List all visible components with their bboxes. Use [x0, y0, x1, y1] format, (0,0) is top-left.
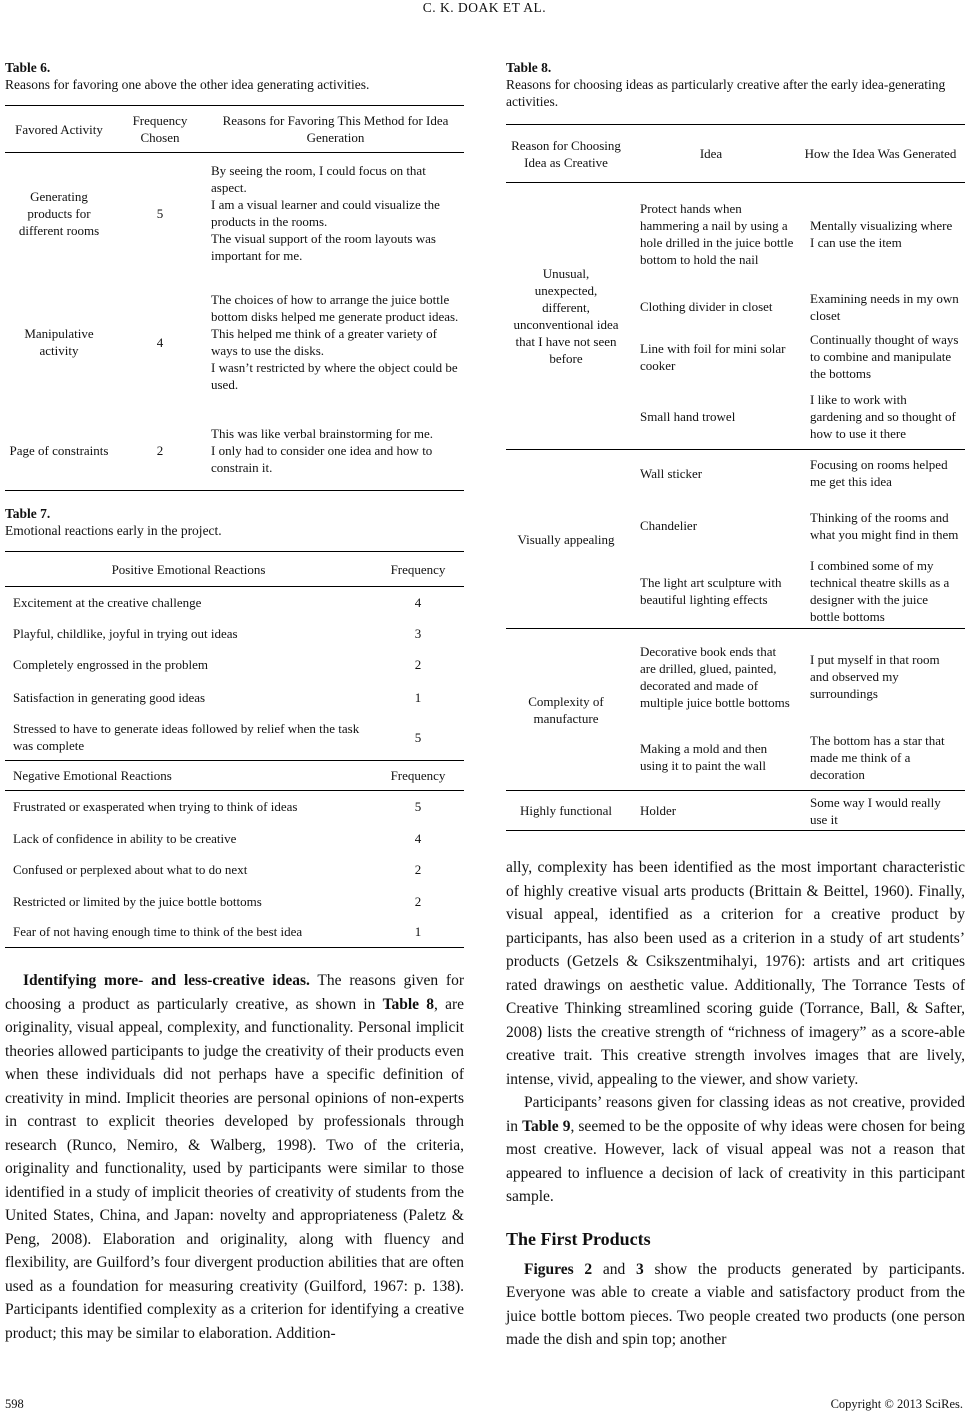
table6-header-frequency: Frequency Chosen — [132, 113, 188, 145]
table7-frequency: 4 — [414, 830, 422, 846]
table6-frequency: 5 — [156, 205, 164, 221]
table6-reason: I only had to consider one idea and how to constrain it. — [211, 442, 433, 475]
table6-activity: Page of constraints — [9, 442, 109, 458]
running-head: C. K. DOAK ET AL. — [422, 0, 547, 15]
table7-frequency: 5 — [414, 729, 422, 745]
table-row — [5, 649, 464, 680]
table8-idea: Chandelier — [640, 518, 698, 533]
table7-frequency: 5 — [414, 799, 422, 815]
table8-reason: Unusual, unexpected, different, unconventional idea that I have not seen before — [513, 266, 619, 366]
table7-frequency: 3 — [414, 625, 422, 641]
table8 — [506, 124, 965, 831]
table-row — [5, 917, 464, 948]
table7-frequency: 2 — [414, 656, 422, 672]
table6-reasons — [207, 153, 464, 274]
table8-idea: Making a mold and then using it to paint the wall — [640, 741, 768, 774]
table8-caption-text: Reasons for choosing ideas as particularly creative after the early idea-generating activities. — [506, 77, 946, 109]
table-row — [5, 618, 464, 649]
table7-reaction: Confused or perplexed about what to do next — [13, 862, 248, 877]
table8-how: I put myself in that room and observed my surroundings — [810, 652, 940, 702]
table7-negative-header: Negative Emotional Reactions — [13, 768, 172, 783]
copyright: Copyright © 2013 SciRes. — [830, 1397, 963, 1411]
table8-idea: Small hand trowel — [640, 409, 736, 425]
table6-caption-text: Reasons for favoring one above the other idea generating activities. — [5, 77, 370, 92]
subsection-heading: Identifying more- and less-creative ideas. — [23, 972, 310, 989]
table8-header-reason: Reason for Choosing Idea as Creative — [511, 137, 621, 170]
body-paragraph — [5, 969, 464, 1345]
table6-header-reasons: Reasons for Favoring This Method for Idea Generation — [222, 113, 449, 145]
table-reference: Table 9 — [522, 1117, 571, 1135]
table8-how: Mentally visualizing where I can use the item — [810, 217, 953, 250]
table-row — [5, 680, 464, 715]
table8-how: Examining needs in my own closet — [810, 290, 959, 323]
table7-reaction: Stressed to have to generate ideas followed by relief when the task was complete — [13, 721, 360, 754]
table8-how: Focusing on rooms helped me get this idea — [810, 457, 948, 490]
table8-idea: Clothing divider in closet — [640, 299, 773, 314]
table-reference: Table 8 — [382, 995, 435, 1013]
figure-reference: Figures 2 — [524, 1260, 593, 1278]
table6-reason: The visual support of the room layouts was important for me. — [211, 231, 436, 264]
table-row — [506, 183, 965, 285]
table7-frequency: 2 — [414, 893, 422, 909]
table7 — [5, 551, 464, 948]
table8-idea: Decorative book ends that are drilled, glued, painted, decorated and made of multiple juice bottle bottoms — [640, 643, 790, 710]
table7-caption — [5, 505, 464, 539]
table8-idea: Holder — [640, 803, 677, 818]
table7-reaction: Excitement at the creative challenge — [13, 594, 202, 610]
table7-reaction: Fear of not having enough time to think of the best idea — [13, 924, 303, 940]
text-run: show the products generated by participants. Everyone was able to create a viable and satisfactory product from the juice bottle bottom pieces. Two people created two products (one person made the dish and spin top; another — [506, 1260, 966, 1348]
table6-reason: By seeing the room, I could focus on that aspect. — [211, 163, 426, 196]
table6-header-activity: Favored Activity — [15, 121, 103, 137]
table-row — [506, 629, 965, 725]
table8-idea: Protect hands when hammering a nail by using a hole drilled in the juice bottle bottom to hold the nail — [640, 200, 794, 267]
table6-caption — [5, 59, 464, 93]
text-run: , are originality, visual appeal, complexity, and functionality. Personal implicit theories allowed participants to judge the creativity of their products even when these individuals did not perhaps have a specific definition of creativity in mind. Implicit theories are personal opinions of non-experts in contrast to explicit theories developed by professionals through research (Runco, Nemiro, & Walberg, 1998). Two of the criteria, originality and functionality, used by participants were similar to those identified in a study of implicit theories of creativity of students from the United States, China, and Japan: novelty and appropriateness (Paletz & Peng, 2008). Elaboration and originality, along with fluency and flexibility, are Guilford’s four divergent production abilities that are often used as a foundation for measuring creativity (Guilford, 1967: p. 138). Participants identified complexity as a criterion for identifying a creative product; this may be similar to elaboration. Addition- — [5, 995, 464, 1342]
table7-reaction: Playful, childlike, joyful in trying out ideas — [13, 625, 238, 641]
table-row — [5, 274, 464, 411]
table8-header-how: How the Idea Was Generated — [804, 146, 957, 161]
table8-how: Thinking of the rooms and what you might find in them — [810, 509, 959, 542]
table8-reason: Highly functional — [519, 803, 613, 818]
table8-header-idea: Idea — [699, 146, 723, 161]
table7-frequency: 2 — [414, 862, 422, 877]
table-row — [5, 153, 464, 274]
table7-reaction: Satisfaction in generating good ideas — [13, 689, 206, 705]
table7-frequency-header: Frequency — [390, 768, 446, 783]
text-run: and — [592, 1260, 636, 1278]
table6-activity: Generating products for different rooms — [18, 188, 100, 238]
table7-reaction: Frustrated or exasperated when trying to think of ideas — [13, 799, 298, 815]
table8-label: Table 8. — [506, 60, 552, 75]
text-run: The reasons given for choosing a product as particularly creative, as shown in — [5, 972, 464, 1013]
table7-caption-text: Emotional reactions early in the project. — [5, 523, 222, 538]
table8-how: Continually thought of ways to combine and manipulate the bottoms — [810, 332, 959, 381]
table7-frequency-header: Frequency — [390, 561, 446, 577]
table8-idea: Line with foil for mini solar cooker — [640, 340, 786, 373]
table6-activity: Manipulative activity — [24, 326, 94, 358]
body-paragraph — [506, 1258, 965, 1352]
table6-reasons — [207, 274, 464, 411]
table-row — [5, 823, 464, 854]
table6-label: Table 6. — [5, 60, 51, 75]
table-row — [5, 854, 464, 886]
table6 — [5, 105, 464, 491]
table6-frequency: 4 — [156, 334, 164, 350]
table-row — [506, 450, 965, 497]
table8-how: Some way I would really use it — [810, 794, 941, 827]
table-row — [5, 587, 464, 618]
table6-reason: The choices of how to arrange the juice bottle bottom disks helped me generate product ideas. — [211, 292, 459, 324]
table7-frequency: 1 — [414, 689, 422, 705]
table8-caption — [506, 59, 965, 110]
table6-reasons — [207, 411, 464, 491]
table6-reason: I wasn’t restricted by where the object could be used. — [211, 360, 458, 392]
table6-reason: This helped me think of a greater variety of ways to use the disks. — [211, 326, 437, 358]
table6-reason: This was like verbal brainstorming for me. — [211, 425, 434, 441]
table7-frequency: 4 — [414, 594, 422, 610]
table8-idea: Wall sticker — [640, 465, 703, 481]
table6-reason: I am a visual learner and could visualize the products in the rooms. — [211, 197, 440, 230]
table-row — [5, 715, 464, 761]
table7-frequency: 1 — [414, 924, 422, 940]
table7-label: Table 7. — [5, 506, 51, 521]
table7-reaction: Restricted or limited by the juice bottle bottoms — [13, 893, 262, 909]
page-number: 598 — [5, 1397, 24, 1411]
table8-how: The bottom has a star that made me think of a decoration — [810, 732, 945, 782]
table-row — [5, 791, 464, 823]
table8-reason: Complexity of manufacture — [528, 693, 604, 726]
table6-frequency: 2 — [156, 442, 164, 458]
table7-positive-header: Positive Emotional Reactions — [111, 561, 266, 577]
body-paragraph: ally, complexity has been identified as the most important characteristic of highly creative visual arts products (Brittain & Beittel, 1960). Finally, visual appeal, identified as a criterion for a creative product by participants, has also been used as a criterion in a study of art students’ products (Getzels & Csikszentmihalyi, 1976): artists and art critiques rated drawings on aesthetic value. Additionally, The Torrance Tests of Creative Thinking streamlined scoring guide (Torrance, Ball, & Safter, 2008) lists the creative strength of “richness of imagery” as a score-able creative trait. This creative strength involves images that are lively, intense, vivid, appealing to the viewer, and show variety. — [506, 859, 965, 1088]
body-paragraph — [506, 1091, 965, 1209]
text-run: , seemed to be the opposite of why ideas were chosen for being most creative. However, lack of visual appeal was not a reason that appeared to influence a decision of lack of creativity in this participant sample. — [506, 1117, 965, 1205]
table8-idea: The light art sculpture with beautiful lighting effects — [640, 575, 782, 608]
table-row — [506, 791, 965, 831]
table7-reaction: Completely engrossed in the problem — [13, 656, 208, 672]
table8-reason: Visually appealing — [517, 531, 615, 547]
table8-how: I combined some of my technical theatre skills as a designer with the juice bottle bottoms — [810, 558, 950, 625]
figure-reference: 3 — [635, 1260, 644, 1278]
section-heading: The First Products — [506, 1228, 651, 1249]
table7-reaction: Lack of confidence in ability to be creative — [13, 830, 237, 846]
table8-how: I like to work with gardening and so thought of how to use it there — [810, 392, 956, 442]
text-run: Participants’ reasons given for classing ideas as not creative, provided in — [506, 1094, 965, 1135]
table-row — [5, 886, 464, 917]
table-row — [5, 411, 464, 491]
